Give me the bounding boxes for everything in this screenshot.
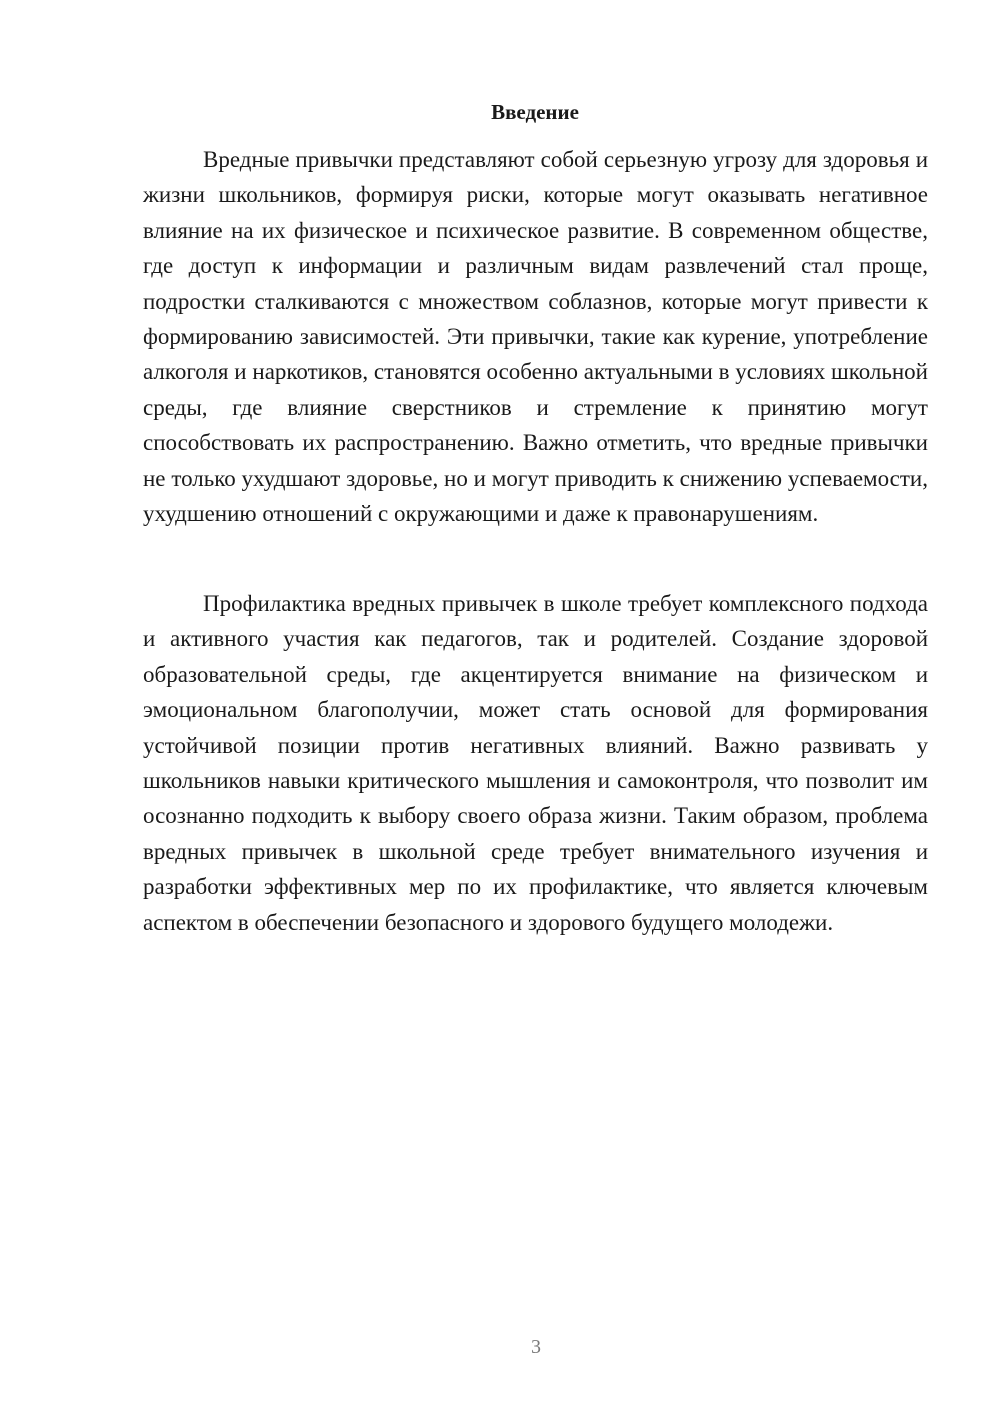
section-heading: Введение (491, 100, 579, 124)
body-paragraph-2: Профилактика вредных привычек в школе требует комплексного подхода и активного участия как педагогов, так и родителей. Создание здоровой образовательной среды, где акцентируется внимание на физическом и эмоциональном благополучии, может стать основой для формирования устойчивой позиции против негативных влияний. Важно развивать у школьников навыки критического мышления и самоконтроля, что позволит им осознанно подходить к выбору своего образа жизни. Таким образом, проблема вредных привычек в школьной среде требует внимательного изучения и разработки эффективных мер по их профилактике, что является ключевым аспектом в обеспечении безопасного и здорового будущего молодежи. (143, 591, 928, 935)
body-paragraph-1: Вредные привычки представляют собой серьезную угрозу для здоровья и жизни школьников, формируя риски, которые могут оказывать негативное влияние на их физическое и психическое развитие. В современном обществе, где доступ к информации и различным видам развлечений стал проще, подростки сталкиваются с множеством соблазнов, которые могут привести к формированию зависимостей. Эти привычки, такие как курение, употребление алкоголя и наркотиков, становятся особенно актуальными в условиях школьной среды, где влияние сверстников и стремление к принятию могут способствовать их распространению. Важно отметить, что вредные привычки не только ухудшают здоровье, но и могут приводить к снижению успеваемости, ухудшению отношений с окружающими и даже к правонарушениям. (143, 147, 928, 527)
page-number: 3 (531, 1336, 541, 1358)
